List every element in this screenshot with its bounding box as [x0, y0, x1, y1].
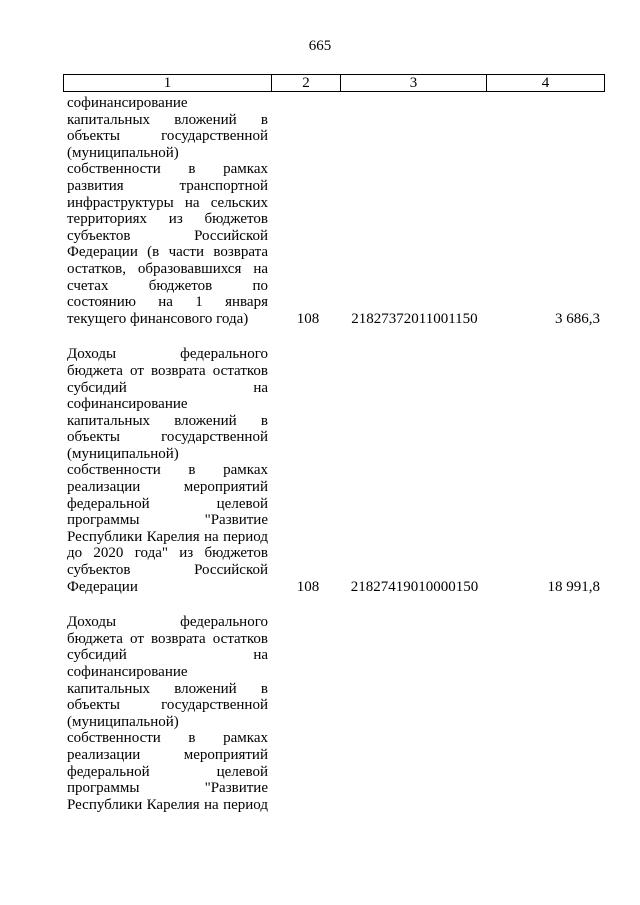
- description-line: Федерации: [67, 578, 138, 595]
- description-line: объекты государственной: [67, 128, 268, 145]
- description-line: программы "Развитие: [67, 512, 268, 529]
- description-line: реализации мероприятий: [67, 746, 268, 763]
- description-line: софинансирование: [67, 95, 188, 111]
- description-line: Федерации (в части возврата: [67, 244, 268, 261]
- description-line: собственности в рамках: [67, 462, 268, 479]
- description-line: Республики Карелия на период: [67, 796, 268, 813]
- row-description: [67, 614, 268, 813]
- description-line: территориях из бюджетов: [67, 211, 268, 228]
- description-line: бюджета от возврата остатков: [67, 630, 268, 647]
- column-header-row: [63, 74, 605, 92]
- row-gap: [0, 595, 640, 614]
- description-line: субсидий на: [67, 647, 268, 664]
- description-line: текущего финансового года): [67, 310, 249, 327]
- row-budget-classification-code: 21827372011001150: [351, 310, 478, 327]
- description-line: софинансирование: [67, 664, 188, 680]
- row-description: [67, 95, 268, 327]
- row-code: 108: [296, 310, 320, 327]
- table-row: [0, 95, 640, 327]
- description-line: программы "Развитие: [67, 780, 268, 797]
- description-line: остатков, образовавшихся на: [67, 260, 268, 277]
- description-line: реализации мероприятий: [67, 479, 268, 496]
- description-line: собственности в рамках: [67, 730, 268, 747]
- row-gap: [0, 327, 640, 346]
- description-line: инфраструктуры на сельских: [67, 194, 268, 211]
- description-line: (муниципальной): [67, 445, 179, 462]
- column-header-2: 2: [272, 75, 341, 92]
- description-line: субъектов Российской: [67, 227, 268, 244]
- table-row: [0, 614, 640, 813]
- description-line: софинансирование: [67, 396, 188, 413]
- description-line: Республики Карелия на период: [67, 528, 268, 545]
- description-line: бюджета от возврата остатков: [67, 362, 268, 379]
- description-line: федеральной целевой: [67, 495, 268, 512]
- row-budget-classification-code: 21827419010000150: [350, 578, 479, 595]
- column-header-3: 3: [341, 75, 487, 92]
- column-header-4: 4: [487, 75, 605, 92]
- table-body: [0, 95, 640, 813]
- description-line: объекты государственной: [67, 429, 268, 446]
- description-line: собственности в рамках: [67, 161, 268, 178]
- row-amount: 18 991,8: [547, 578, 600, 595]
- page-number: 665: [308, 38, 332, 54]
- description-line: развития транспортной: [67, 177, 268, 194]
- row-description: [67, 346, 268, 595]
- description-line: Доходы федерального: [67, 614, 268, 631]
- description-line: состоянию на 1 января: [67, 294, 268, 311]
- row-amount: 3 686,3: [555, 310, 600, 327]
- description-line: (муниципальной): [67, 713, 179, 730]
- description-line: субъектов Российской: [67, 562, 268, 579]
- description-line: капитальных вложений в: [67, 111, 268, 128]
- description-line: капитальных вложений в: [67, 412, 268, 429]
- description-line: федеральной целевой: [67, 763, 268, 780]
- table-row: [0, 346, 640, 595]
- description-line: (муниципальной): [67, 144, 179, 161]
- description-line: Доходы федерального: [67, 346, 268, 363]
- column-header-1: 1: [64, 75, 272, 92]
- description-line: капитальных вложений в: [67, 680, 268, 697]
- description-line: счетах бюджетов по: [67, 277, 268, 294]
- description-line: до 2020 года" из бюджетов: [67, 545, 268, 562]
- row-code: 108: [296, 578, 320, 595]
- description-line: объекты государственной: [67, 697, 268, 714]
- description-line: субсидий на: [67, 379, 268, 396]
